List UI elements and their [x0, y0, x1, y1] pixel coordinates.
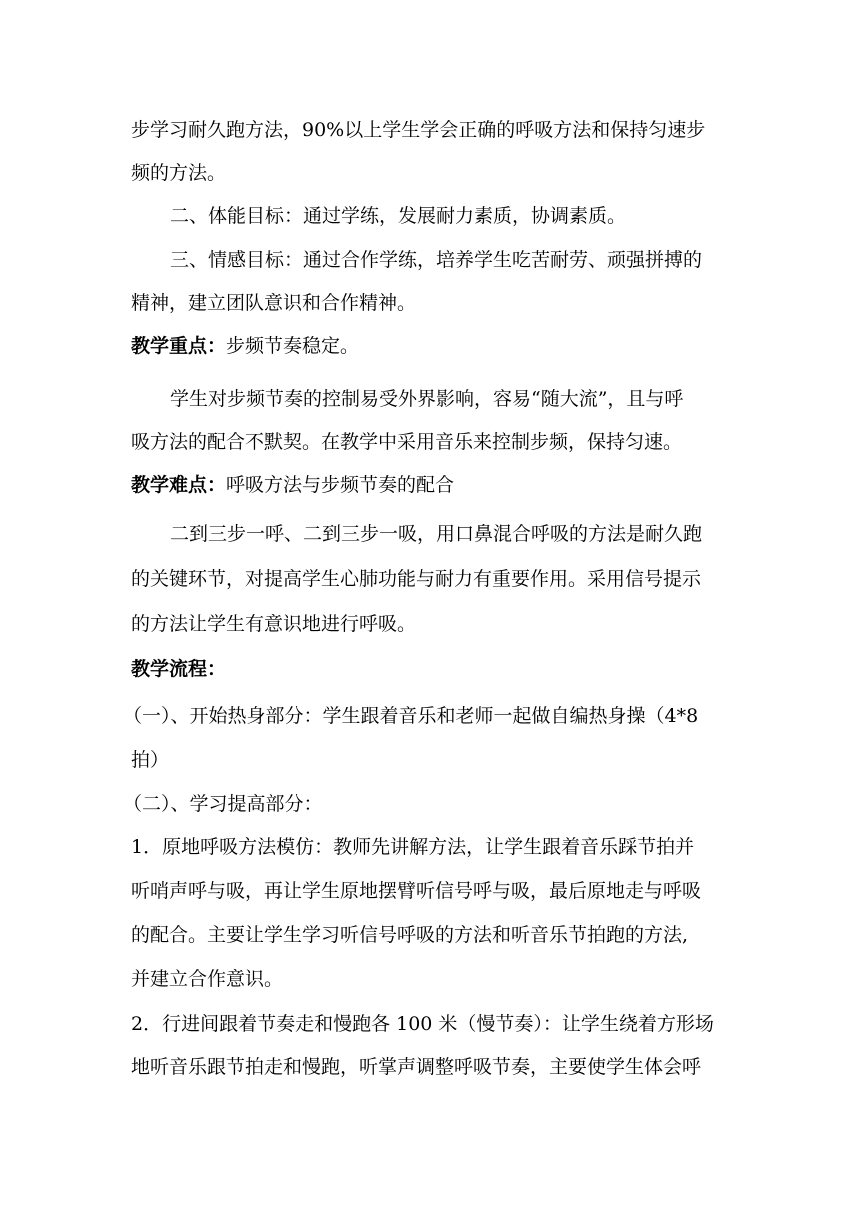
- paragraph-line: 听哨声呼与吸，再让学生原地摆臂听信号呼与吸，最后原地走与呼吸: [131, 880, 702, 902]
- paragraph-line: 1．原地呼吸方法模仿：教师先讲解方法，让学生跟着音乐踩节拍并: [131, 836, 695, 858]
- paragraph-line: 并建立合作意识。: [131, 968, 284, 990]
- difficulty-line: [131, 467, 454, 503]
- paragraph-line: 拍）: [131, 749, 170, 771]
- paragraph-line: 的方法让学生有意识地进行呼吸。: [131, 613, 417, 635]
- paragraph-line: 地听音乐跟节拍走和慢跑，听掌声调整呼吸节奏，主要使学生体会呼: [131, 1056, 702, 1078]
- paragraph-line: 频的方法。: [131, 162, 227, 184]
- paragraph-line: 的配合。主要让学生学习听信号呼吸的方法和听音乐节拍跑的方法,: [131, 924, 689, 946]
- key-point-text: 步频节奏稳定。: [226, 335, 360, 357]
- paragraph-line: （二）、学习提高部分：: [123, 793, 323, 815]
- paragraph-line: 精神，建立团队意识和合作精神。: [131, 292, 417, 314]
- key-point-label: 教学重点：: [131, 335, 227, 357]
- paragraph-line: 二到三步一呼、二到三步一吸，用口鼻混合呼吸的方法是耐久跑: [170, 523, 703, 545]
- process-heading: 教学流程：: [131, 658, 227, 680]
- paragraph-line: （一）、开始热身部分：学生跟着音乐和老师一起做自编热身操（4*8: [123, 705, 699, 727]
- key-point-line: [131, 328, 359, 364]
- paragraph-line: 三、情感目标：通过合作学练，培养学生吃苦耐劳、顽强拼搏的: [170, 249, 703, 271]
- paragraph-line: 二、体能目标：通过学练，发展耐力素质，协调素质。: [170, 205, 627, 227]
- paragraph-line: 学生对步频节奏的控制易受外界影响，容易“随大流”，且与呼: [170, 388, 684, 410]
- difficulty-text: 呼吸方法与步频节奏的配合: [226, 474, 455, 496]
- paragraph-line: 吸方法的配合不默契。在教学中采用音乐来控制步频，保持匀速。: [131, 431, 683, 453]
- paragraph-line: 2．行进间跟着节奏走和慢跑各 100 米（慢节奏）：让学生绕着方形场: [131, 1013, 714, 1035]
- paragraph-line: 步学习耐久跑方法，90%以上学生学会正确的呼吸方法和保持匀速步: [131, 119, 706, 141]
- difficulty-label: 教学难点：: [131, 474, 227, 496]
- paragraph-line: 的关键环节，对提高学生心肺功能与耐力有重要作用。采用信号提示: [131, 568, 702, 590]
